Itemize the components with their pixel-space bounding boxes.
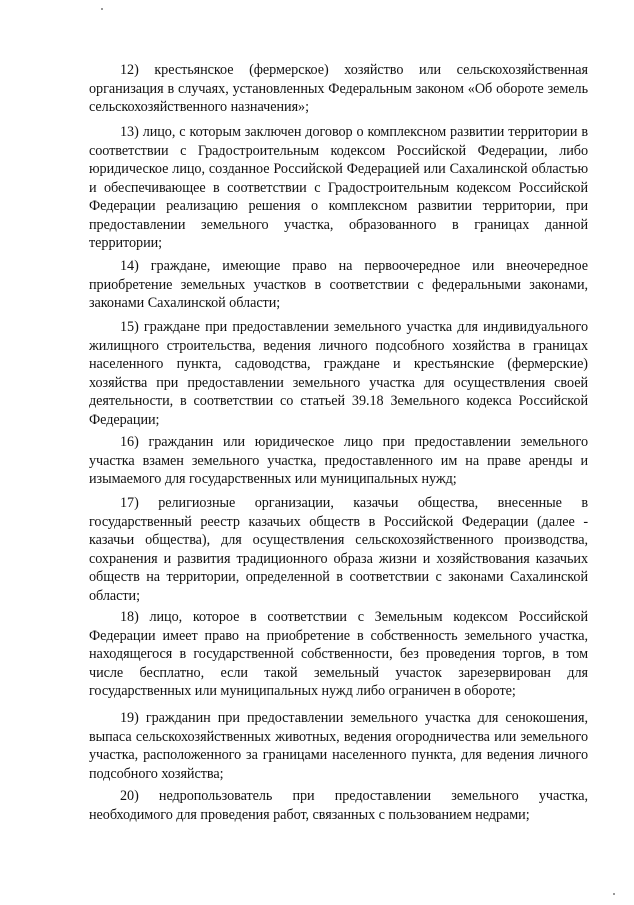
paragraph-12: 12) крестьянское (фермерское) хозяйство или сельскохозяйственная организация в случаях, установленных Федеральным законом «Об обороте земель сельскохозяйственного назначения»;	[89, 62, 588, 115]
paragraph-20: 20) недропользователь при предоставлении земельного участка, необходимого для проведения работ, связанных с пользованием недрами;	[89, 788, 588, 823]
scan-speck	[101, 8, 103, 10]
paragraph-14: 14) граждане, имеющие право на первоочередное или внеочередное приобретение земельных участков в соответствии с федеральными законами, законами Сахалинской области;	[89, 258, 588, 311]
paragraph-18: 18) лицо, которое в соответствии с Земельным кодексом Российской Федерации имеет право на приобретение в собственность земельного участка, находящегося в государственной собственности, без проведения торгов, в том числе бесплатно, если такой земельный участок зарезервирован для государственных или муниципальных нужд либо ограничен в обороте;	[89, 609, 588, 699]
paragraph-19: 19) гражданин при предоставлении земельного участка для сенокошения, выпаса сельскохозяйственных животных, ведения огородничества или земельного участка, расположенного за границами населенного пункта, для ведения личного подсобного хозяйства;	[89, 710, 588, 782]
paragraph-16: 16) гражданин или юридическое лицо при предоставлении земельного участка взамен земельного участка, предоставленного им на праве аренды и изымаемого для государственных или муниципальных нужд;	[89, 434, 588, 487]
paragraph-17: 17) религиозные организации, казачьи общества, внесенные в государственный реестр казачьих обществ в Российской Федерации (далее - казачьи общества), для осуществления сельскохозяйственного производства, сохранения и развития традиционного образа жизни и хозяйствования казачьих обществ на территории, определенной в соответствии с законами Сахалинской области;	[89, 495, 588, 604]
paragraph-13: 13) лицо, с которым заключен договор о комплексном развитии территории в соответствии с Градостроительным кодексом Российской Федерации, либо юридическое лицо, созданное Российской Федерацией или Сахалинской областью и обеспечивающее в соответствии с Градостроительным кодексом Российской Федерации реализацию решения о комплексном развитии территории, при предоставлении земельного участка, образованного в границах данной территории;	[89, 124, 588, 251]
scan-speck	[613, 893, 615, 895]
paragraph-15: 15) граждане при предоставлении земельного участка для индивидуального жилищного строительства, ведения личного подсобного хозяйства в границах населенного пункта, садоводства, граждане и крестьянские (фермерские) хозяйства при предоставлении земельного участка для осуществления своей деятельности, в соответствии со статьей 39.18 Земельного кодекса Российской Федерации;	[89, 319, 588, 428]
